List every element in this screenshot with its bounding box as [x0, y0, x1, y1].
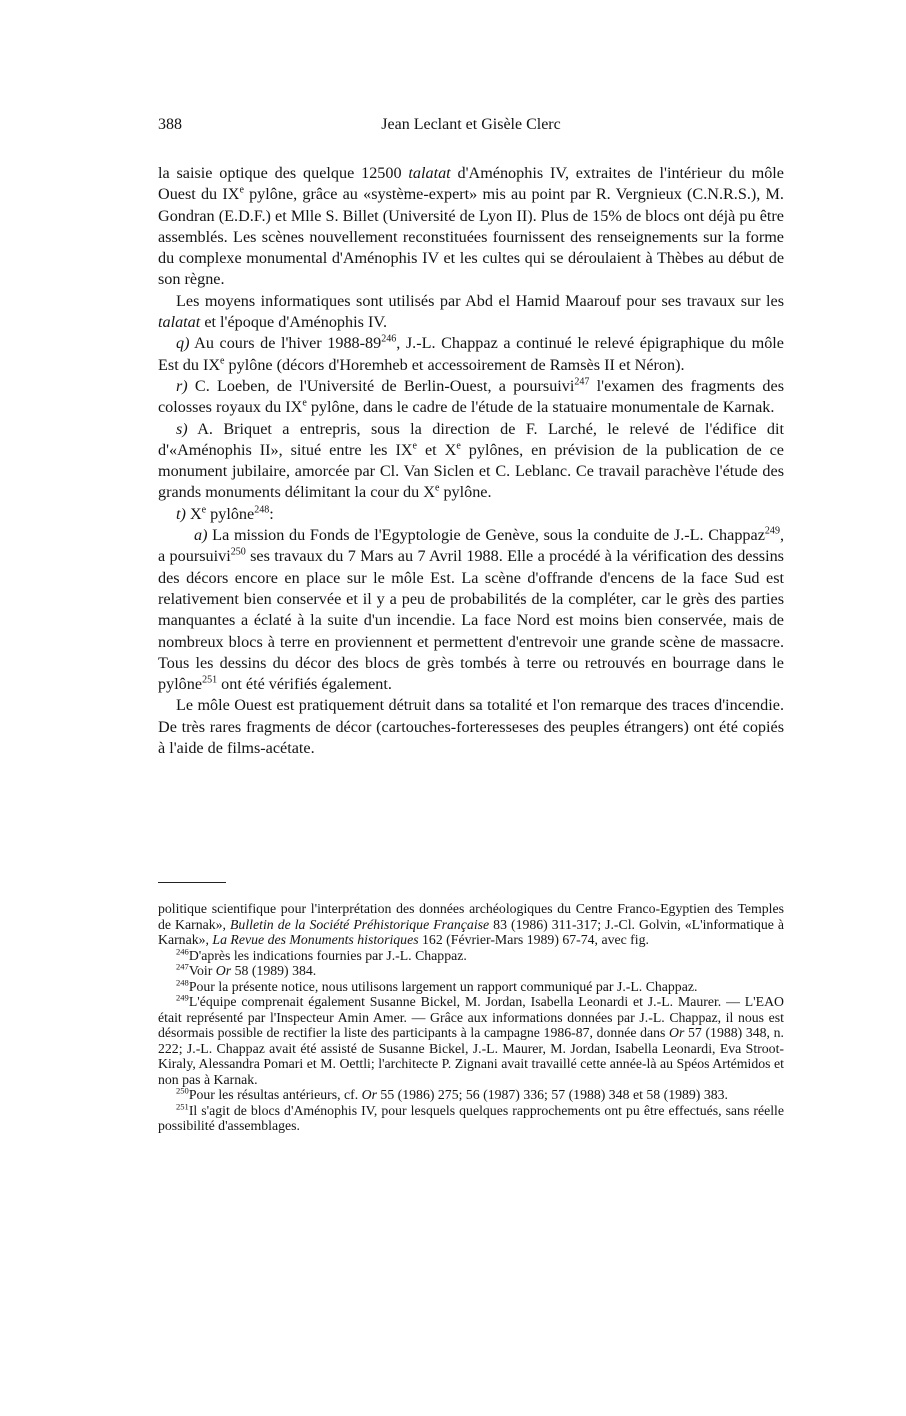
footnote-separator	[158, 882, 226, 883]
page-number: 388	[158, 116, 182, 133]
paragraph-item-t: t) Xe pylône$^{248}$:	[176, 504, 274, 523]
footnotes	[158, 901, 784, 1134]
paragraph-talatat-continued: la saisie optique des quelque 12500 talatat d'Aménophis IV, extraites de l'intérieur du môle Ouest du IXe pylône, grâce au «système-expert» mis au point par R. Vergnieux (C.N.R.S.), M. Gondran (E.D.F.) et Mlle S. Billet (Université de Lyon II). Plus de 15% de blocs ont déjà pu être assemblés. Les scènes nouvellement reconstituées fournissent des renseignements sur la forme du complexe monumental d'Aménophis IV et les cultes qui se déroulaient à Thèbes au début de son règne.	[158, 164, 784, 289]
main-text	[158, 163, 784, 759]
footnote-248: $^{248}$Pour la présente notice, nous utilisons largement un rapport communiqué par J.-L. Chappaz.	[176, 976, 698, 994]
footnote-247: $^{247}$Voir Or 58 (1989) 384.	[176, 961, 317, 978]
footnote-ref[interactable]: 250	[230, 546, 246, 558]
paragraph-item-r: r) C. Loeben, de l'Université de Berlin-Ouest, a poursuivi$^{247}$ l'examen des fragments des colosses royaux du IXe pylône, dans le cadre de l'étude de la statuaire monumentale de Karnak.	[158, 376, 784, 417]
footnote-249: $^{249}$L'équipe comprenait également Susanne Bickel, M. Jordan, Isabella Leonardi et J.-L. Maurer. — L'EAO était représenté par l'Inspecteur Amin Amer. — Grâce aux informations données par J.-L. Chappaz, il nous est désormais possible de rectifier la liste des participants à la campagne 1986-87, donnée dans Or 57 (1988) 348, n. 222; J.-L. Chappaz avait été assisté de Susanne Bickel, J.-L. Maurer, M. Jordan, Isabella Leonardi, Eva Stroot-Kiraly, Alessandra Pomari et M. Oettli; l'architecte P. Zignani avait travaillé cette année-là au Spéos Artémidos et non pas à Karnak.	[158, 992, 784, 1087]
footnote-ref[interactable]: 247	[574, 376, 590, 388]
paragraph-informatique: Les moyens informatiques sont utilisés par Abd el Hamid Maarouf pour ses travaux sur les talatat et l'époque d'Aménophis IV.	[158, 291, 784, 332]
footnote-ref[interactable]: 246	[381, 333, 397, 345]
footnote-ref[interactable]: 249	[764, 525, 780, 537]
footnote-246: $^{246}$D'après les indications fournies par J.-L. Chappaz.	[176, 945, 467, 963]
footnote-ref[interactable]: 248	[254, 504, 270, 516]
running-title: Jean Leclant et Gisèle Clerc	[381, 116, 561, 133]
paragraph-item-q: q) Au cours de l'hiver $1988-89^{246}$, J.-L. Chappaz a continué le relevé épigraphique du môle Est du IXe pylône (décors d'Horemheb et accessoirement de Ramsès II et Néron).	[158, 333, 784, 374]
footnote-continued: politique scientifique pour l'interprétation des données archéologiques du Centre Franco-Egyptien des Temples de Karnak», Bulletin de la Société Préhistorique Française 83 (1986) 311-317; J.-Cl. Golvin, «L'informatique à Karnak», La Revue des Monuments historiques 162 (Février-Mars 1989) 67-74, avec fig.	[158, 901, 784, 947]
footnote-251: $^{251}$Il s'agit de blocs d'Aménophis IV, pour lesquels quelques rapprochements ont pu être effectués, sans réelle possibilité d'assemblages.	[158, 1100, 784, 1133]
page-header	[158, 116, 784, 138]
paragraph-item-t-a: a) La mission du Fonds de l'Egyptologie de Genève, sous la conduite de J.-L. Chappaz$^{249}$, a poursuivi$^{250}$ ses travaux du 7 Mars au 7 Avril 1988. Elle a procédé à la vérification des dessins des décors encore en place sur le môle Est. La scène d'offrande d'encens de la face Sud est relativement bien conservée et il y a peu de probabilités de la compléter, car le grès des parties manquantes a éclaté à la suite d'un incendie. La face Nord est moins bien conservée, mais de nombreux blocs à terre en proviennent et permettent d'entrevoir une grande scène de massacre. Tous les dessins du décor des blocs de grès tombés à terre ou retrouvés en bourrage dans le pylône$^{251}$ ont été vérifiés également.	[158, 525, 784, 694]
paragraph-item-s: s) A. Briquet a entrepris, sous la direction de F. Larché, le relevé de l'édifice dit d'«Aménophis II», situé entre les IXe et Xe pylônes, en prévision de la publication de ce monument jubilaire, amorcée par Cl. Van Siclen et C. Leblanc. Ce travail parachève l'étude des grands monuments délimitant la cour du Xe pylône.	[158, 419, 784, 502]
paragraph-mole-ouest: Le môle Ouest est pratiquement détruit dans sa totalité et l'on remarque des traces d'incendie. De très rares fragments de décor (cartouches-forteresseses des peuples étrangers) ont été copiés à l'aide de films-acétate.	[158, 696, 784, 758]
footnote-ref[interactable]: 251	[202, 674, 218, 686]
footnote-250: $^{250}$Pour les résultas antérieurs, cf. Or 55 (1986) 275; 56 (1987) 336; 57 (1988) 348 et 58 (1989) 383.	[176, 1085, 728, 1102]
